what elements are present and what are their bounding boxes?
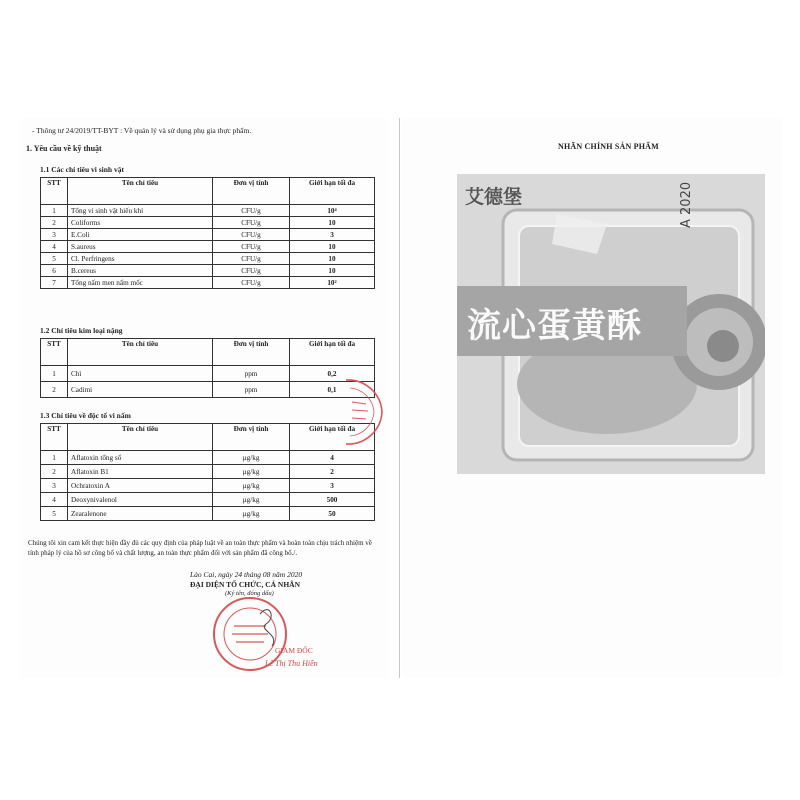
signature-note: (Ký tên, đóng dấu) bbox=[225, 590, 274, 597]
cell-limit: 10 bbox=[290, 265, 375, 277]
table-header-row bbox=[41, 424, 375, 451]
package-code: A 2020 bbox=[679, 181, 694, 228]
cell-unit: CFU/g bbox=[213, 265, 290, 277]
cell-stt: 4 bbox=[41, 241, 68, 253]
cell-stt: 7 bbox=[41, 277, 68, 289]
cell-stt: 5 bbox=[41, 253, 68, 265]
cell-stt: 2 bbox=[41, 217, 68, 229]
side-stamp bbox=[342, 376, 388, 448]
header-stt: STT bbox=[41, 178, 68, 205]
table-row bbox=[41, 493, 375, 507]
table-row bbox=[41, 217, 375, 229]
cell-unit: µg/kg bbox=[213, 507, 290, 521]
cell-name: S.aureus bbox=[68, 241, 213, 253]
product-name: 流心蛋黄酥 bbox=[467, 306, 642, 346]
cell-stt: 4 bbox=[41, 493, 68, 507]
page-divider bbox=[399, 118, 400, 678]
product-photo bbox=[457, 174, 765, 474]
cell-stt: 5 bbox=[41, 507, 68, 521]
cell-limit: 10² bbox=[290, 277, 375, 289]
header-unit: Đơn vị tính bbox=[213, 339, 290, 366]
cell-name: Aflatoxin B1 bbox=[68, 465, 213, 479]
header-unit: Đơn vị tính bbox=[213, 178, 290, 205]
header-name: Tên chỉ tiêu bbox=[68, 339, 213, 366]
header-stt: STT bbox=[41, 424, 68, 451]
table-header-row bbox=[41, 178, 375, 205]
cell-limit: 10 bbox=[290, 241, 375, 253]
cell-unit: ppm bbox=[213, 382, 290, 398]
table-header-row bbox=[41, 339, 375, 366]
subsection-title-microbial: 1.1 Các chỉ tiêu vi sinh vật bbox=[40, 165, 124, 174]
cell-unit: CFU/g bbox=[213, 217, 290, 229]
cell-name: Chì bbox=[68, 366, 213, 382]
cell-name: E.Coli bbox=[68, 229, 213, 241]
cell-name: Tổng vi sinh vật hiếu khí bbox=[68, 205, 213, 217]
signature-date: Lào Cai, ngày 24 tháng 08 năm 2020 bbox=[190, 570, 303, 579]
subsection-title-mycotoxins: 1.3 Chỉ tiêu về độc tố vi nấm bbox=[40, 411, 131, 420]
table-row bbox=[41, 451, 375, 465]
table-row bbox=[41, 507, 375, 521]
cell-name: Deoxynivalenol bbox=[68, 493, 213, 507]
cell-unit: µg/kg bbox=[213, 479, 290, 493]
cell-name: Tổng nấm men nấm mốc bbox=[68, 277, 213, 289]
header-unit: Đơn vị tính bbox=[213, 424, 290, 451]
cell-stt: 3 bbox=[41, 479, 68, 493]
table-row bbox=[41, 229, 375, 241]
table-row bbox=[41, 277, 375, 289]
subsection-title-heavy-metals: 1.2 Chỉ tiêu kim loại nặng bbox=[40, 326, 123, 335]
table-row bbox=[41, 241, 375, 253]
mycotoxin-table bbox=[40, 423, 375, 521]
header-limit: Giới hạn tối đa bbox=[290, 178, 375, 205]
cell-name: Aflatoxin tổng số bbox=[68, 451, 213, 465]
cell-stt: 1 bbox=[41, 451, 68, 465]
director-name: Lê Thị Thu Hiền bbox=[265, 659, 318, 668]
cell-limit: 10 bbox=[290, 217, 375, 229]
cell-limit: 3 bbox=[290, 479, 375, 493]
cell-unit: CFU/g bbox=[213, 205, 290, 217]
table-row bbox=[41, 265, 375, 277]
table-row bbox=[41, 382, 375, 398]
cell-unit: µg/kg bbox=[213, 465, 290, 479]
brand-logo: 艾德堡 bbox=[465, 186, 523, 208]
section-title: 1. Yêu cầu về kỹ thuật bbox=[26, 144, 102, 153]
header-limit: Giới hạn tối đa bbox=[290, 339, 375, 366]
cell-limit: 10 bbox=[290, 253, 375, 265]
table-row bbox=[41, 253, 375, 265]
cell-limit: 3 bbox=[290, 229, 375, 241]
director-title: GIÁM ĐỐC bbox=[275, 646, 313, 655]
cell-stt: 2 bbox=[41, 382, 68, 398]
cell-unit: µg/kg bbox=[213, 493, 290, 507]
cell-limit: 0,2 bbox=[290, 366, 375, 382]
signature-org: ĐẠI DIỆN TỔ CHỨC, CÁ NHÂN bbox=[190, 580, 301, 589]
cell-stt: 1 bbox=[41, 366, 68, 382]
cell-unit: CFU/g bbox=[213, 241, 290, 253]
cell-unit: CFU/g bbox=[213, 277, 290, 289]
right-document-page bbox=[402, 118, 782, 678]
cell-unit: CFU/g bbox=[213, 229, 290, 241]
table-row bbox=[41, 465, 375, 479]
left-document-page bbox=[20, 118, 388, 678]
cell-limit: 2 bbox=[290, 465, 375, 479]
cell-name: Coliforms bbox=[68, 217, 213, 229]
commitment-paragraph: Chúng tôi xin cam kết thực hiện đầy đủ các quy định của pháp luật về an toàn thực phẩm và hoàn toàn chịu trách nhiệm về tính pháp lý của hồ sơ công bố và chất lượng, an toàn thực phẩm đối với sản phẩm đã công bố./. bbox=[28, 539, 372, 557]
cell-unit: µg/kg bbox=[213, 451, 290, 465]
header-name: Tên chỉ tiêu bbox=[68, 178, 213, 205]
cell-stt: 1 bbox=[41, 205, 68, 217]
microbial-table bbox=[40, 177, 375, 289]
cell-limit: 4 bbox=[290, 451, 375, 465]
header-name: Tên chỉ tiêu bbox=[68, 424, 213, 451]
heavy-metals-table bbox=[40, 338, 375, 398]
intro-line: - Thông tư 24/2019/TT-BYT : Về quản lý và sử dụng phụ gia thực phẩm. bbox=[32, 126, 252, 135]
cell-name: Cl. Perfringens bbox=[68, 253, 213, 265]
cell-name: Cadimi bbox=[68, 382, 213, 398]
cell-name: Ochratoxin A bbox=[68, 479, 213, 493]
cell-stt: 3 bbox=[41, 229, 68, 241]
table-row bbox=[41, 366, 375, 382]
cell-limit: 500 bbox=[290, 493, 375, 507]
header-limit: Giới hạn tối đa bbox=[290, 424, 375, 451]
cell-name: B.cereus bbox=[68, 265, 213, 277]
table-row bbox=[41, 479, 375, 493]
cell-name: Zearalenone bbox=[68, 507, 213, 521]
cell-limit: 0,1 bbox=[290, 382, 375, 398]
header-stt: STT bbox=[41, 339, 68, 366]
cell-limit: 10⁴ bbox=[290, 205, 375, 217]
cell-stt: 6 bbox=[41, 265, 68, 277]
cell-stt: 2 bbox=[41, 465, 68, 479]
table-row bbox=[41, 205, 375, 217]
cell-unit: ppm bbox=[213, 366, 290, 382]
cell-limit: 50 bbox=[290, 507, 375, 521]
product-label-title: NHÃN CHÍNH SẢN PHẨM bbox=[558, 142, 659, 151]
cell-unit: CFU/g bbox=[213, 253, 290, 265]
